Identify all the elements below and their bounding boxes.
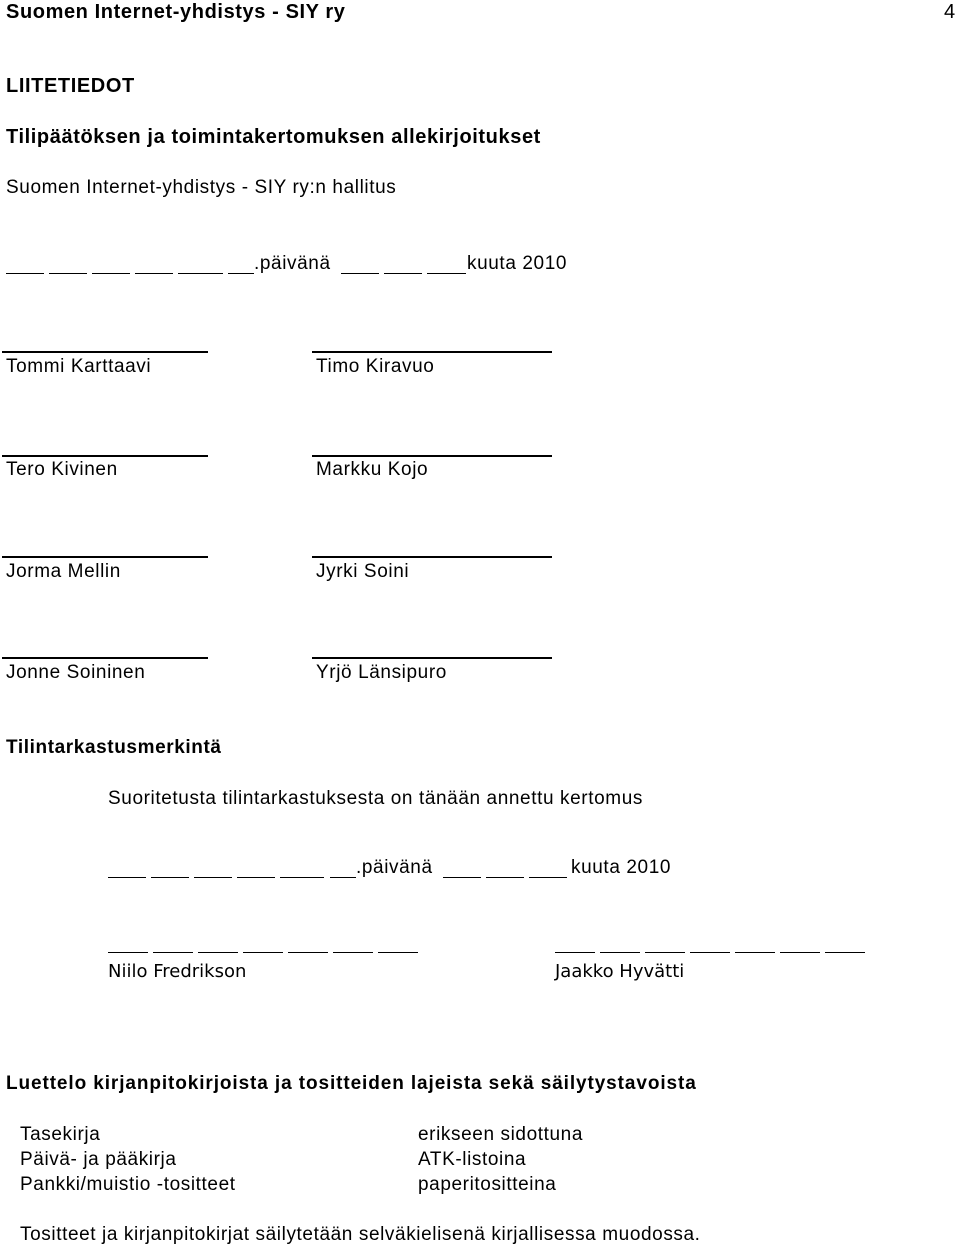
signature-line: [312, 657, 552, 659]
date-blank-day: [6, 273, 223, 274]
signature-line: [312, 556, 552, 558]
records-heading: Luettelo kirjanpitokirjoista ja tositteiden lajeista sekä säilytystavoista: [6, 1073, 697, 1094]
audit-date-blank-dot: [330, 877, 356, 878]
auditor-signature-line: [555, 952, 865, 953]
signature-line: [2, 351, 208, 353]
signatory-name: Yrjö Länsipuro: [316, 662, 447, 683]
audit-date-month-label: kuuta 2010: [571, 857, 672, 878]
signatory-name: Markku Kojo: [316, 459, 429, 480]
date-dot-label: .päivänä: [254, 253, 331, 274]
records-storage: paperitositteina: [418, 1174, 557, 1195]
signatory-name: Tero Kivinen: [6, 459, 118, 480]
records-footer: Tositteet ja kirjanpitokirjat säilytetään selväkielisenä kirjallisessa muodossa.: [20, 1224, 701, 1245]
signatory-name: Jorma Mellin: [6, 561, 121, 582]
board-caption: Suomen Internet-yhdistys - SIY ry:n hallitus: [6, 177, 397, 198]
header-org: Suomen Internet-yhdistys - SIY ry: [6, 1, 346, 23]
audit-heading: Tilintarkastusmerkintä: [6, 737, 222, 758]
signature-line: [2, 455, 208, 457]
signature-line: [312, 455, 552, 457]
signatory-name: Jyrki Soini: [316, 561, 410, 582]
page-title: LIITETIEDOT: [6, 75, 135, 97]
signatory-name: Jonne Soininen: [6, 662, 146, 683]
records-book: Päivä- ja pääkirja: [20, 1149, 177, 1170]
date-blank-month: [341, 273, 466, 274]
auditor-name: Jaakko Hyvätti: [555, 961, 685, 982]
signatory-name: Tommi Karttaavi: [6, 356, 152, 377]
records-storage: ATK-listoina: [418, 1149, 527, 1170]
auditor-name: Niilo Fredrikson: [108, 961, 247, 982]
signature-line: [2, 556, 208, 558]
section-subtitle: Tilipäätöksen ja toimintakertomuksen allekirjoitukset: [6, 126, 541, 148]
records-storage: erikseen sidottuna: [418, 1124, 584, 1145]
page-number: 4: [944, 1, 956, 23]
records-book: Tasekirja: [20, 1124, 101, 1145]
signature-line: [2, 657, 208, 659]
signatory-name: Timo Kiravuo: [316, 356, 435, 377]
signature-line: [312, 351, 552, 353]
date-blank-dot: [228, 273, 254, 274]
records-book: Pankki/muistio -tositteet: [20, 1174, 236, 1195]
audit-date-blank-month: [443, 877, 567, 878]
auditor-signature-line: [108, 952, 418, 953]
audit-statement: Suoritetusta tilintarkastuksesta on tänään annettu kertomus: [108, 788, 643, 809]
audit-date-dot-label: .päivänä: [356, 857, 433, 878]
audit-date-blank-day: [108, 877, 324, 878]
date-month-label: kuuta 2010: [467, 253, 568, 274]
